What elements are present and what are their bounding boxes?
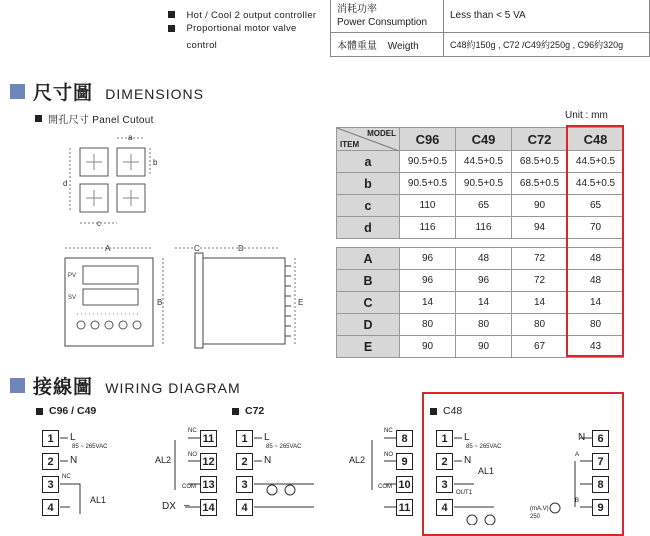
- column-header: C48: [568, 128, 624, 151]
- label-nc: NC: [188, 428, 197, 434]
- terminal-12: 12: [200, 453, 217, 470]
- power-label-en: Power Consumption: [337, 16, 428, 28]
- wiring-lines: [0, 420, 650, 525]
- dimension-drawings: [55, 128, 325, 358]
- row-label: b: [337, 173, 400, 195]
- terminal-1: 1: [236, 430, 253, 447]
- row-label: A: [337, 248, 400, 270]
- header-item-label: ITEM: [340, 140, 360, 149]
- table-cell: 48: [568, 248, 624, 270]
- terminal-1: 1: [42, 430, 59, 447]
- table-cell: 72: [512, 270, 568, 292]
- label-com: COM: [378, 484, 392, 490]
- column-header: C49: [456, 128, 512, 151]
- label-n: N: [70, 455, 78, 466]
- table-cell: 80: [456, 314, 512, 336]
- terminal-2: 2: [236, 453, 253, 470]
- drawing-label-b: b: [153, 158, 158, 167]
- label-al1: AL1: [478, 466, 495, 476]
- terminal-8: 8: [396, 430, 413, 447]
- label-l: L: [264, 432, 270, 443]
- terminal-11: 11: [200, 430, 217, 447]
- weight-label-cn: 本體重量: [337, 41, 377, 52]
- wiring-group-c48: C48: [430, 405, 462, 417]
- spec-row-weight: [331, 33, 650, 57]
- terminal-7: 7: [592, 453, 609, 470]
- table-cell: 65: [568, 195, 624, 217]
- table-cell: 68.5+0.5: [512, 151, 568, 173]
- row-label: d: [337, 217, 400, 239]
- terminal-1: 1: [436, 430, 453, 447]
- label-mav: (mA,V): [530, 506, 549, 512]
- label-voltage: 85 ~ 265VAC: [266, 444, 302, 450]
- drawing-label-pv: PV: [68, 273, 77, 279]
- weight-label-en: Weigth: [387, 41, 419, 52]
- wiring-title-en: WIRING DIAGRAM: [105, 380, 241, 396]
- table-cell: 110: [400, 195, 456, 217]
- table-cell: 90: [456, 336, 512, 358]
- table-cell: 68.5+0.5: [512, 173, 568, 195]
- table-cell: 70: [568, 217, 624, 239]
- label-nc: NC: [62, 474, 71, 480]
- label-nc: NC: [384, 428, 393, 434]
- wiring-group-c96: C96 / C49: [36, 405, 96, 417]
- table-cell: 96: [456, 270, 512, 292]
- row-label: E: [337, 336, 400, 358]
- table-cell: 48: [456, 248, 512, 270]
- label-no: NO: [384, 452, 393, 458]
- spec-row-power: [331, 0, 650, 33]
- label-250: 250: [530, 514, 541, 520]
- weight-value: C48約150g , C72 /C49約250g , C96約320g: [444, 33, 650, 57]
- bullet-item-1: Hot / Cool 2 output controller: [168, 5, 316, 23]
- drawing-label-sv: SV: [68, 295, 77, 301]
- drawing-label-d: d: [63, 179, 68, 188]
- header-corner-cell: [337, 128, 400, 151]
- terminal-8: 8: [592, 476, 609, 493]
- table-cell: 116: [400, 217, 456, 239]
- terminal-3: 3: [436, 476, 453, 493]
- section-marker-icon: [10, 84, 25, 99]
- power-label-cn: 消耗功率: [337, 3, 377, 15]
- drawing-label-A: A: [105, 244, 111, 253]
- terminal-2: 2: [42, 453, 59, 470]
- table-cell: 65: [456, 195, 512, 217]
- table-cell: 90.5+0.5: [400, 151, 456, 173]
- table-cell: 43: [568, 336, 624, 358]
- table-cell: 44.5+0.5: [568, 173, 624, 195]
- label-n: N: [464, 455, 472, 466]
- label-com: COM: [182, 484, 196, 490]
- table-cell: 67: [512, 336, 568, 358]
- drawing-label-B: B: [157, 298, 163, 307]
- dimensions-heading: [10, 78, 204, 105]
- terminal-9: 9: [592, 499, 609, 516]
- table-cell: 90: [400, 336, 456, 358]
- drawing-label-E: E: [298, 298, 304, 307]
- terminal-4: 4: [42, 499, 59, 516]
- column-header: C72: [512, 128, 568, 151]
- label-n: N: [578, 432, 586, 443]
- table-cell: 44.5+0.5: [568, 151, 624, 173]
- power-value: Less than < 5 VA: [444, 0, 650, 33]
- table-cell: 80: [400, 314, 456, 336]
- terminal-3: 3: [236, 476, 253, 493]
- wiring-title-cn: 接線圖: [33, 377, 94, 398]
- spec-table: [330, 0, 650, 57]
- column-header: C96: [400, 128, 456, 151]
- table-cell: 96: [400, 270, 456, 292]
- table-cell: 96: [400, 248, 456, 270]
- table-cell: 14: [400, 292, 456, 314]
- terminal-3: 3: [42, 476, 59, 493]
- row-label: c: [337, 195, 400, 217]
- label-voltage: 85 ~ 265VAC: [72, 444, 108, 450]
- table-cell: 72: [512, 248, 568, 270]
- label-dx: DX: [162, 501, 176, 512]
- table-cell: 14: [512, 292, 568, 314]
- label-n: N: [264, 455, 272, 466]
- drawing-label-c: c: [97, 219, 101, 228]
- panel-cutout-heading: 開孔尺寸 Panel Cutout: [35, 111, 154, 126]
- row-label: C: [337, 292, 400, 314]
- table-cell: 90.5+0.5: [400, 173, 456, 195]
- label-a: A: [575, 452, 580, 458]
- header-model-label: MODEL: [367, 129, 396, 138]
- table-cell: 48: [568, 270, 624, 292]
- row-label: D: [337, 314, 400, 336]
- unit-label: Unit : mm: [565, 110, 608, 121]
- label-dash: –: [184, 500, 190, 511]
- label-no: NO: [188, 452, 197, 458]
- label-out1: OUT1: [456, 490, 473, 496]
- drawing-label-C: C: [194, 244, 200, 253]
- c48-highlight-box: [566, 125, 624, 357]
- wiring-group-c72: C72: [232, 405, 264, 417]
- drawing-label-D: D: [238, 244, 244, 253]
- terminal-13: 13: [200, 476, 217, 493]
- terminal-4: 4: [436, 499, 453, 516]
- label-al2: AL2: [349, 455, 366, 465]
- label-l: L: [70, 432, 76, 443]
- table-cell: 80: [512, 314, 568, 336]
- table-cell: 14: [456, 292, 512, 314]
- row-label: a: [337, 151, 400, 173]
- table-cell: 116: [456, 217, 512, 239]
- label-al1: AL1: [90, 495, 107, 505]
- bullet-item-2: Proportional motor valve control: [168, 23, 318, 54]
- table-cell: 90.5+0.5: [456, 173, 512, 195]
- terminal-6: 6: [592, 430, 609, 447]
- dimensions-title-en: DIMENSIONS: [105, 86, 204, 102]
- terminal-4: 4: [236, 499, 253, 516]
- terminal-9: 9: [396, 453, 413, 470]
- label-al2: AL2: [155, 455, 172, 465]
- table-cell: 14: [568, 292, 624, 314]
- wiring-heading: [10, 372, 241, 399]
- label-b: B: [575, 498, 580, 504]
- label-voltage: 85 ~ 265VAC: [466, 444, 502, 450]
- terminal-2: 2: [436, 453, 453, 470]
- dimensions-title-cn: 尺寸圖: [33, 83, 94, 104]
- section-marker-icon: [10, 378, 25, 393]
- terminal-14: 14: [200, 499, 217, 516]
- table-cell: 94: [512, 217, 568, 239]
- table-cell: 90: [512, 195, 568, 217]
- table-cell: 44.5+0.5: [456, 151, 512, 173]
- terminal-11: 11: [396, 499, 413, 516]
- table-cell: 80: [568, 314, 624, 336]
- terminal-10: 10: [396, 476, 413, 493]
- label-l: L: [464, 432, 470, 443]
- row-label: B: [337, 270, 400, 292]
- drawing-label-a: a: [128, 133, 133, 142]
